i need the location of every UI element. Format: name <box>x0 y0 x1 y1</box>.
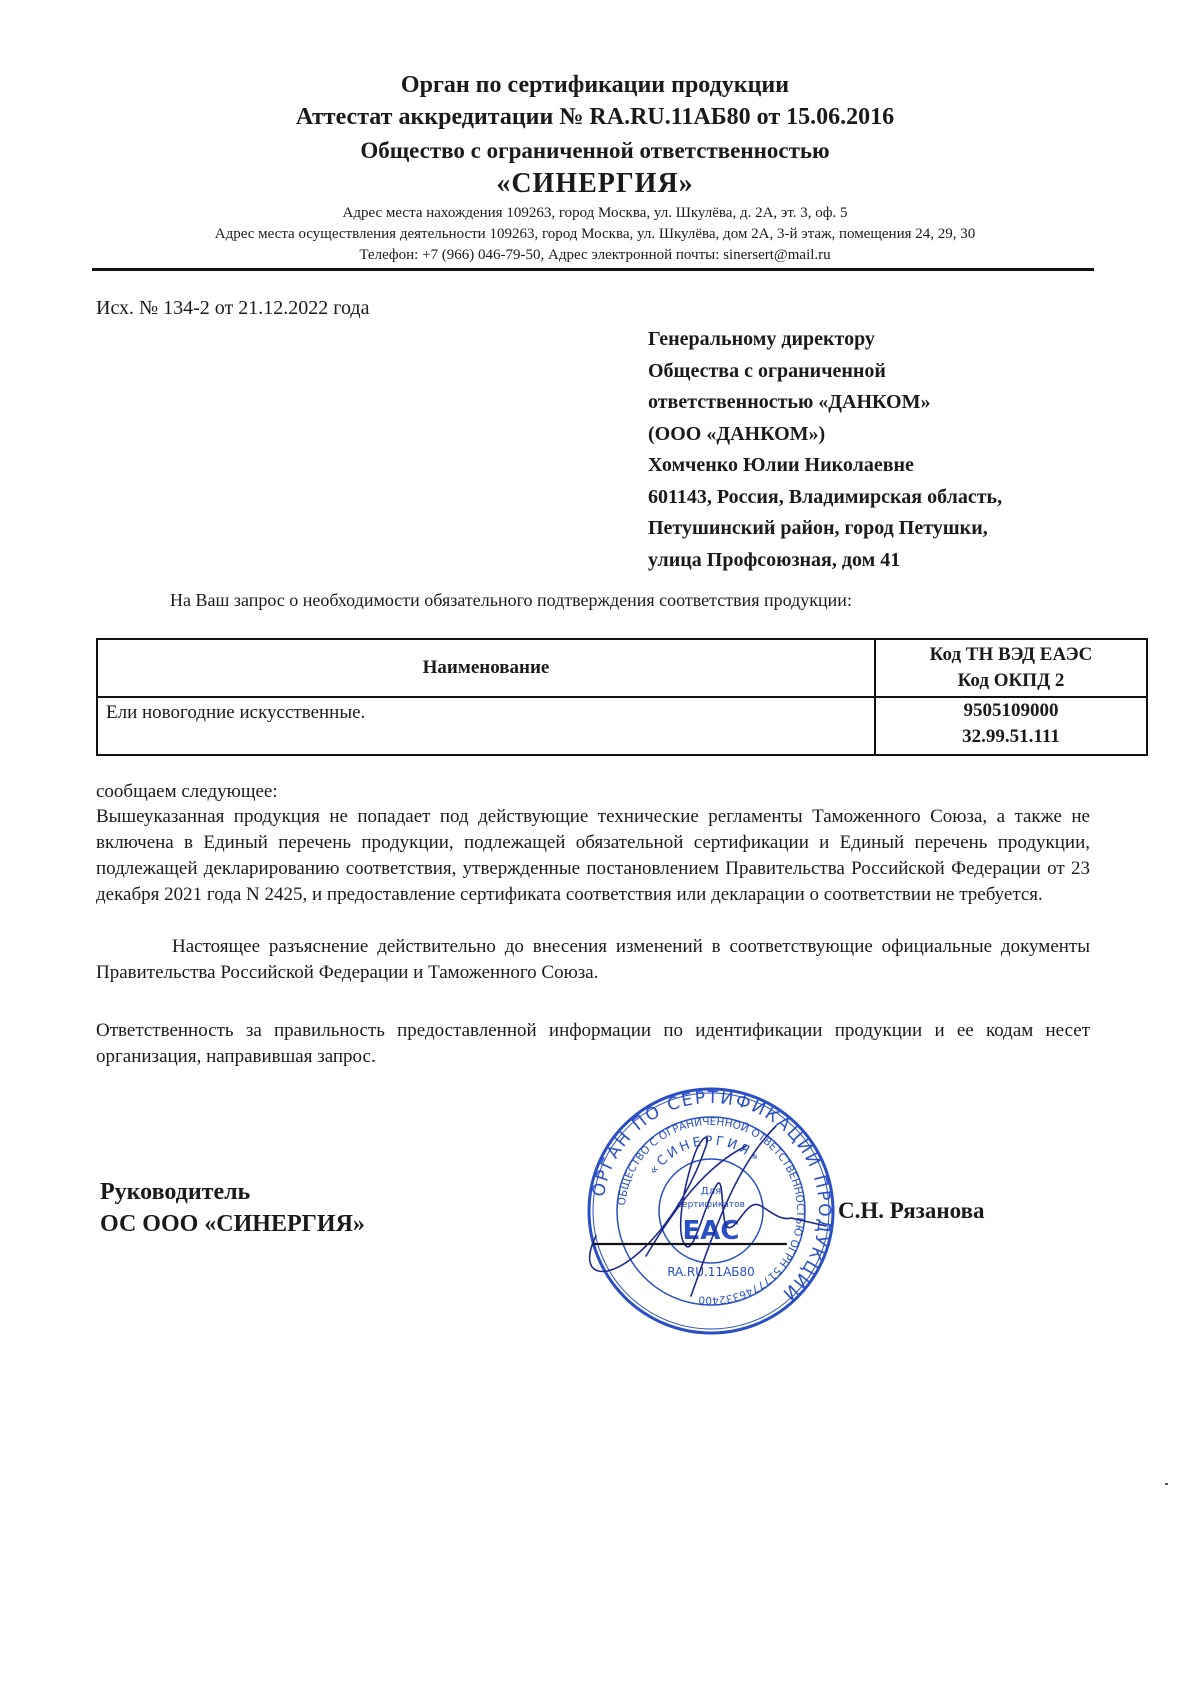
header-divider <box>92 268 1094 271</box>
products-table <box>96 638 1148 756</box>
header-address-activity: Адрес места осуществления деятельности 109263, город Москва, ул. Шкулёва, дом 2А, 3-й этаж, помещения 24, 29, 30 <box>214 226 976 242</box>
column-header-okpd: Код ОКПД 2 <box>957 670 1065 691</box>
stamp-company-text: «СИНЕРГИЯ» <box>646 1133 765 1178</box>
recipient-line: Хомченко Юлии Николаевне <box>648 454 914 476</box>
column-header-codes <box>875 639 1147 697</box>
request-intro: На Ваш запрос о необходимости обязательного подтверждения соответствия продукции: <box>170 590 852 610</box>
table-row <box>97 697 1147 755</box>
recipient-line: (ООО «ДАНКОМ») <box>648 422 826 445</box>
signatory-position <box>100 1176 365 1240</box>
signatory-organization: ОС ООО «СИНЕРГИЯ» <box>100 1211 365 1237</box>
stamp-accreditation: RA.RU.11АБ80 <box>667 1265 755 1279</box>
header-contacts: Телефон: +7 (966) 046-79-50, Адрес электронной почты: sinersert@mail.ru <box>359 247 831 263</box>
body-intro: сообщаем следующее: <box>96 781 278 802</box>
recipient-line: Петушинский район, город Петушки, <box>648 517 988 539</box>
header-title-line1: Орган по сертификации продукции <box>400 72 790 98</box>
stamp-inner-mid: сертификатов <box>677 1200 745 1210</box>
body-paragraph-responsibility: Ответственность за правильность предоставленной информации по идентификации продукции и ее кодам несет организация, направившая запрос. <box>96 1020 1090 1067</box>
recipient-block <box>648 324 1002 576</box>
recipient-line: ответственностью «ДАНКОМ» <box>648 391 931 413</box>
stamp-inner-top: Для <box>700 1186 722 1197</box>
signatory-title: Руководитель <box>100 1179 251 1205</box>
table-header-row <box>97 639 1147 697</box>
signer-name: С.Н. Рязанова <box>838 1198 985 1223</box>
stamp-outer-text: ОРГАН ПО СЕРТИФИКАЦИИ ПРОДУКЦИИ <box>588 1087 835 1305</box>
product-codes <box>875 697 1147 755</box>
header-company-name: «СИНЕРГИЯ» <box>496 168 694 199</box>
scan-speck <box>1165 1483 1168 1485</box>
body-paragraph-validity: Настоящее разъяснение действительно до внесения изменений в соответствующие официальные документы Правительства Российской Федерации и Таможенного Союза. <box>96 936 1090 983</box>
column-header-name: Наименование <box>97 639 875 697</box>
eac-mark-icon: EAC <box>682 1216 740 1246</box>
product-name: Ели новогодние искусственные. <box>97 697 875 755</box>
header-company-type: Общество с ограниченной ответственностью <box>360 138 830 163</box>
outgoing-reference: Исх. № 134-2 от 21.12.2022 года <box>96 297 370 319</box>
okpd2-code: 32.99.51.111 <box>962 726 1060 747</box>
stamp-middle-text: ОБЩЕСТВО С ОГРАНИЧЕННОЙ ОТВЕТСТВЕННОСТЬЮ ОГРН 5177746332400 <box>616 1115 807 1307</box>
recipient-line: 601143, Россия, Владимирская область, <box>648 485 1003 508</box>
organization-stamp <box>586 1086 836 1336</box>
recipient-line: улица Профсоюзная, дом 41 <box>648 548 901 571</box>
body-paragraph-conclusion: Вышеуказанная продукция не попадает под действующие технические регламенты Таможенного Союза, а также не включена в Единый перечень продукции, подлежащей обязательной сертификации и Единый перечень продукции, подлежащей декларированию соответствия, утвержденные постановлением Правительства Российской Федерации от 23 декабря 2021 года N 2425, и предоставление сертификата соответствия или декларации о соответствии не требуется. <box>96 806 1090 905</box>
header-address-location: Адрес места нахождения 109263, город Москва, ул. Шкулёва, д. 2А, эт. 3, оф. 5 <box>342 205 848 221</box>
recipient-line: Генеральному директору <box>648 328 875 350</box>
column-header-tnved: Код ТН ВЭД ЕАЭС <box>929 644 1093 665</box>
tnved-code: 9505109000 <box>963 700 1059 721</box>
header-accreditation: Аттестат аккредитации № RA.RU.11АБ80 от 15.06.2016 <box>295 104 895 130</box>
recipient-line: Общества с ограниченной <box>648 359 886 382</box>
